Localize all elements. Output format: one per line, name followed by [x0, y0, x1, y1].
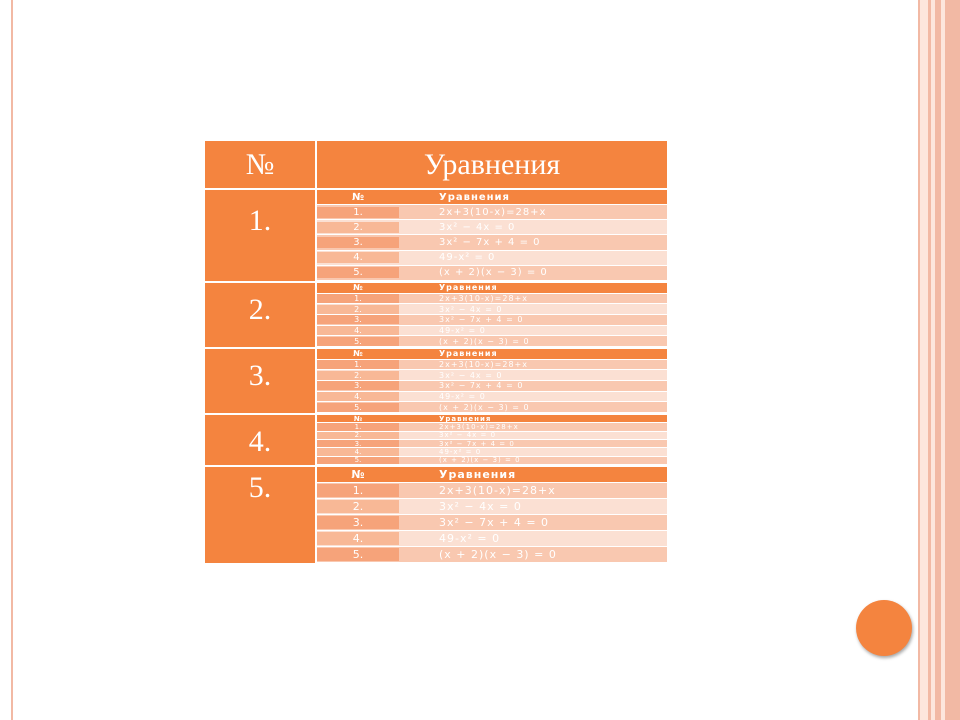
decorative-stripes — [920, 0, 960, 720]
embedded-row — [317, 392, 667, 403]
embedded-row — [317, 294, 667, 305]
embedded-row — [317, 251, 667, 266]
cell-number: 5. — [317, 403, 399, 412]
row-number-4: 4. — [205, 413, 315, 465]
cell-number: 2. — [317, 432, 399, 440]
cell-equation: 49-x² = 0 — [439, 252, 496, 264]
cell-number: № — [353, 349, 363, 359]
embedded-row — [317, 326, 667, 337]
cell-equation: 3x² − 4x = 0 — [439, 221, 516, 233]
cell-equation: (x + 2)(x − 3) = 0 — [439, 267, 548, 279]
cell-equation: 3x² − 7x + 4 = 0 — [439, 439, 515, 448]
cell-number: 4. — [317, 326, 399, 335]
cell-equation: 2x+3(10-x)=28+x — [439, 293, 528, 303]
cell-equation: 3x² − 7x + 4 = 0 — [439, 237, 541, 249]
cell-equation: (x + 2)(x − 3) = 0 — [439, 456, 521, 465]
embedded-table-3 — [317, 347, 667, 413]
cell-number: 4. — [317, 252, 399, 263]
embedded-row — [317, 531, 667, 547]
cell-equation: 3x² − 4x = 0 — [439, 370, 503, 380]
cell-equation: 2x+3(10-x)=28+x — [439, 359, 528, 369]
embedded-header — [317, 415, 667, 423]
cell-number: 5. — [317, 337, 399, 346]
row-number-3: 3. — [205, 347, 315, 413]
equations-table — [205, 141, 667, 563]
cell-equation: 2x+3(10-x)=28+x — [439, 206, 547, 218]
embedded-row — [317, 402, 667, 413]
cell-equation: 49-x² = 0 — [439, 448, 482, 456]
table-header — [205, 141, 667, 188]
cell-number: 5. — [317, 267, 399, 278]
embedded-row — [317, 432, 667, 440]
cell-number: 1. — [317, 423, 399, 431]
decorative-circle — [856, 600, 912, 656]
embedded-header — [317, 349, 667, 360]
cell-number: 2. — [317, 500, 399, 513]
embedded-row — [317, 515, 667, 531]
cell-number: 2. — [317, 305, 399, 314]
embedded-row — [317, 315, 667, 326]
cell-equation: (x + 2)(x − 3) = 0 — [439, 336, 530, 346]
cell-number: № — [351, 191, 365, 203]
cell-equation: 49-x² = 0 — [439, 325, 486, 335]
cell-number: 5. — [317, 548, 399, 561]
embedded-row — [317, 499, 667, 515]
embedded-row — [317, 235, 667, 250]
cell-equation: 2x+3(10-x)=28+x — [439, 484, 556, 497]
cell-number: 3. — [317, 237, 399, 248]
header-number: № — [245, 148, 275, 181]
cell-equation: 49-x² = 0 — [439, 391, 486, 401]
cell-equation: Уравнения — [439, 468, 517, 481]
embedded-row — [317, 205, 667, 220]
cell-number: 1. — [317, 484, 399, 497]
embedded-row — [317, 266, 667, 281]
embedded-row — [317, 220, 667, 235]
embedded-table-4 — [317, 413, 667, 465]
cell-equation: Уравнения — [439, 283, 498, 293]
cell-equation: 3x² − 7x + 4 = 0 — [439, 516, 550, 529]
cell-equation: 3x² − 7x + 4 = 0 — [439, 381, 524, 391]
embedded-row — [317, 547, 667, 563]
cell-equation: Уравнения — [439, 349, 498, 359]
cell-number: № — [353, 415, 363, 423]
cell-number: 3. — [317, 440, 399, 448]
cell-equation: Уравнения — [439, 191, 510, 203]
cell-number: 3. — [317, 381, 399, 390]
embedded-table-1 — [317, 188, 667, 281]
embedded-row — [317, 370, 667, 381]
cell-number: 4. — [317, 532, 399, 545]
row-number-2: 2. — [205, 281, 315, 347]
embedded-row — [317, 304, 667, 315]
embedded-row — [317, 448, 667, 456]
cell-number: № — [353, 283, 363, 293]
embedded-table-2 — [317, 281, 667, 347]
row-number-1: 1. — [205, 188, 315, 281]
cell-number: 1. — [317, 294, 399, 303]
cell-number: 2. — [317, 371, 399, 380]
cell-equation: (x + 2)(x − 3) = 0 — [439, 402, 530, 412]
cell-equation: 3x² − 4x = 0 — [439, 500, 522, 513]
cell-equation: 3x² − 7x + 4 = 0 — [439, 315, 524, 325]
embedded-header — [317, 283, 667, 294]
cell-equation: Уравнения — [439, 415, 492, 423]
embedded-row — [317, 483, 667, 499]
embedded-header — [317, 190, 667, 205]
cell-equation: 2x+3(10-x)=28+x — [439, 423, 519, 431]
embedded-row — [317, 423, 667, 431]
embedded-table-5 — [317, 465, 667, 563]
cell-number: 5. — [317, 457, 399, 465]
cell-number: 1. — [317, 360, 399, 369]
header-title: Уравнения — [423, 148, 561, 181]
cell-equation: 49-x² = 0 — [439, 532, 501, 545]
embedded-row — [317, 336, 667, 347]
embedded-row — [317, 440, 667, 448]
cell-equation: 3x² − 4x = 0 — [439, 304, 503, 314]
cell-number: № — [351, 468, 365, 481]
embedded-row — [317, 457, 667, 465]
cell-number: 1. — [317, 207, 399, 218]
row-number-5: 5. — [205, 465, 315, 563]
embedded-header — [317, 467, 667, 483]
cell-number: 3. — [317, 315, 399, 324]
cell-number: 3. — [317, 516, 399, 529]
cell-number: 4. — [317, 392, 399, 401]
cell-number: 4. — [317, 448, 399, 456]
cell-equation: (x + 2)(x − 3) = 0 — [439, 548, 557, 561]
cell-equation: 3x² − 4x = 0 — [439, 431, 497, 440]
embedded-row — [317, 381, 667, 392]
cell-number: 2. — [317, 222, 399, 233]
embedded-row — [317, 360, 667, 371]
